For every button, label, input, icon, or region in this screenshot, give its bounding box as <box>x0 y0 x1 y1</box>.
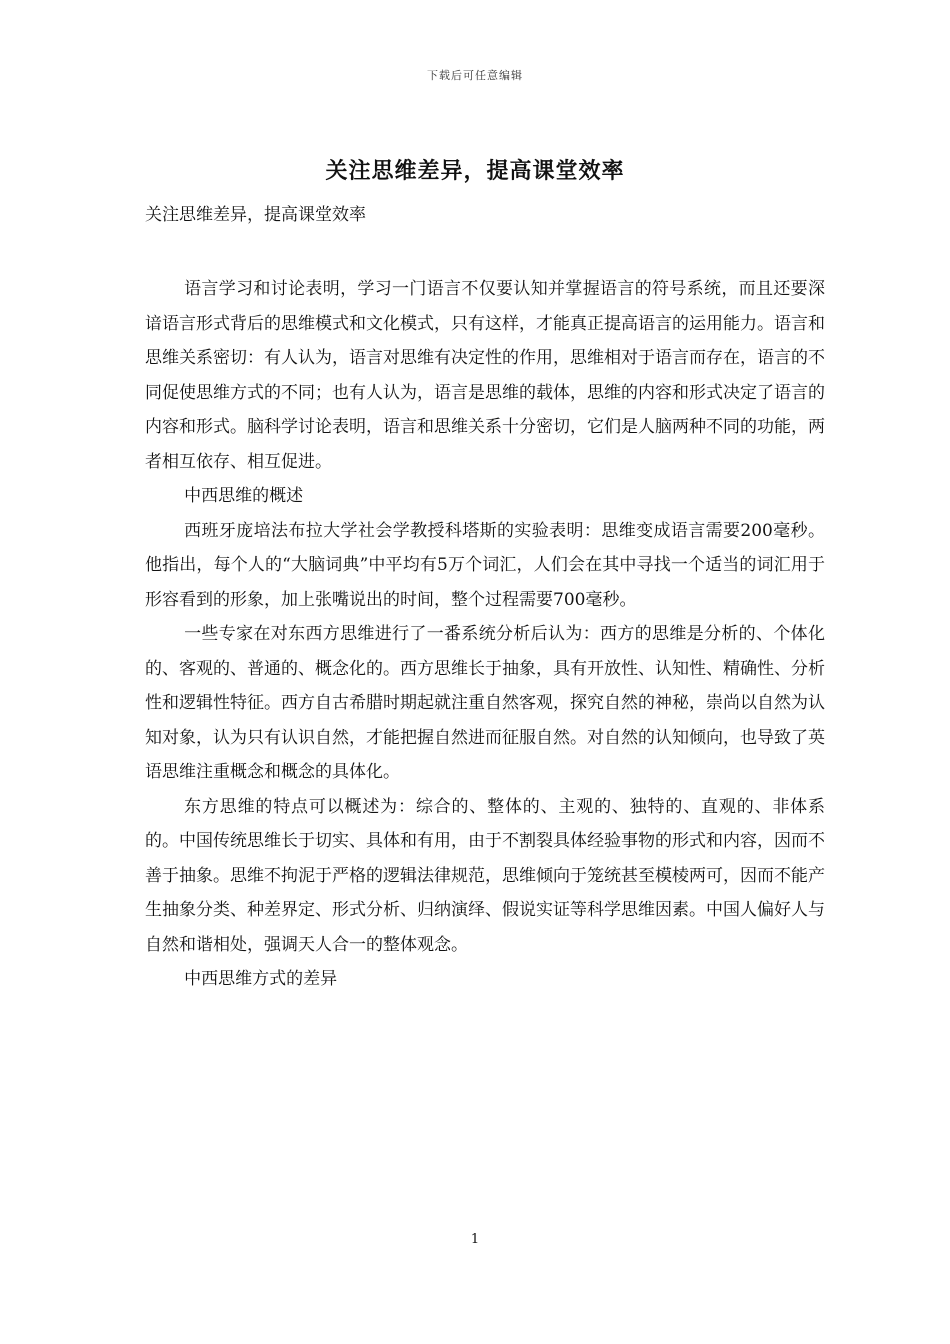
page-number: 1 <box>470 1232 480 1247</box>
paragraph-experiment: 西班牙庞培法布拉大学社会学教授科塔斯的实验表明：思维变成语言需要200毫秒。他指出，每个人的“大脑词典”中平均有5万个词汇，人们会在其中寻找一个适当的词汇用于形容看到的形象，加上张嘴说出的时间，整个过程需要700毫秒。 <box>145 520 825 610</box>
document-body <box>145 272 825 997</box>
document-subtitle: 关注思维差异，提高课堂效率 <box>145 205 366 225</box>
page-header: 下载后可任意编辑 <box>427 69 523 82</box>
paragraph-eastern-thinking: 东方思维的特点可以概述为：综合的、整体的、主观的、独特的、直观的、非体系的。中国传统思维长于切实、具体和有用，由于不割裂具体经验事物的形式和内容，因而不善于抽象。思维不拘泥于严格的逻辑法律规范，思维倾向于笼统甚至模棱两可，因而不能产生抽象分类、种差界定、形式分析、归纳演绎、假说实证等科学思维因素。中国人偏好人与自然和谐相处，强调天人合一的整体观念。 <box>145 796 825 955</box>
paragraph-intro: 语言学习和讨论表明，学习一门语言不仅要认知并掌握语言的符号系统，而且还要深谙语言形式背后的思维模式和文化模式，只有这样，才能真正提高语言的运用能力。语言和思维关系密切：有人认为，语言对思维有决定性的作用，思维相对于语言而存在，语言的不同促使思维方式的不同；也有人认为，语言是思维的载体，思维的内容和形式决定了语言的内容和形式。脑科学讨论表明，语言和思维关系十分密切，它们是人脑两种不同的功能，两者相互依存、相互促进。 <box>145 279 825 472</box>
section-heading-differences: 中西思维方式的差异 <box>184 969 338 989</box>
paragraph-western-thinking: 一些专家在对东西方思维进行了一番系统分析后认为：西方的思维是分析的、个体化的、客观的、普通的、概念化的。西方思维长于抽象，具有开放性、认知性、精确性、分析性和逻辑性特征。西方自古希腊时期起就注重自然客观，探究自然的神秘，崇尚以自然为认知对象，认为只有认识自然，才能把握自然进而征服自然。对自然的认知倾向，也导致了英语思维注重概念和概念的具体化。 <box>145 624 825 782</box>
document-title: 关注思维差异，提高课堂效率 <box>325 158 625 184</box>
section-heading-overview: 中西思维的概述 <box>184 486 304 506</box>
